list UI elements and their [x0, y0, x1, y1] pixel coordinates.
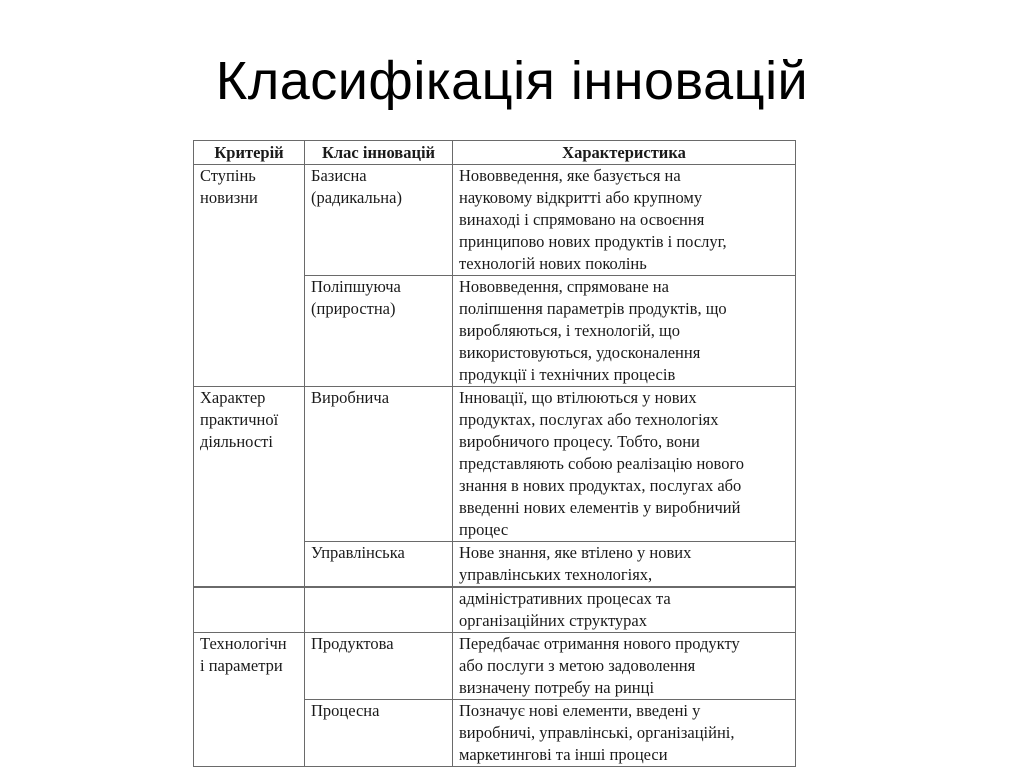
class-line: Поліпшуюча	[311, 277, 401, 296]
characteristic-line: управлінських технологіях,	[459, 565, 653, 584]
table-row	[194, 387, 796, 542]
class-line: Базисна	[311, 166, 367, 185]
characteristic-line: Нововведення, яке базується на	[459, 166, 681, 185]
characteristic-production	[453, 387, 796, 542]
characteristic-line: Передбачає отримання нового продукту	[459, 634, 740, 653]
characteristic-line: продуктах, послугах або технологіях	[459, 410, 719, 429]
characteristic-line: продукції і технічних процесів	[459, 365, 676, 384]
criterion-novelty	[194, 165, 305, 387]
class-line: Виробнича	[311, 388, 390, 407]
characteristic-line: Нове знання, яке втілено у нових	[459, 543, 692, 562]
characteristic-line: маркетингові та інші процеси	[459, 745, 668, 764]
class-line: (радикальна)	[311, 188, 402, 207]
characteristic-improving	[453, 276, 796, 387]
header-class: Клас інновацій	[305, 141, 453, 165]
table-row	[194, 633, 796, 700]
innovation-classification-table	[193, 140, 796, 587]
class-process	[305, 700, 453, 767]
class-line: Управлінська	[311, 543, 405, 562]
criterion-line: новизни	[200, 188, 258, 207]
table-header-row	[194, 141, 796, 165]
characteristic-line: винаході і спрямовано на освоєння	[459, 210, 705, 229]
characteristic-line: виробничі, управлінські, організаційні,	[459, 723, 735, 742]
criterion-line: Характер	[200, 388, 266, 407]
class-line: Продуктова	[311, 634, 394, 653]
characteristic-line: принципово нових продуктів і послуг,	[459, 232, 727, 251]
characteristic-line: використовуються, удосконалення	[459, 343, 701, 362]
characteristic-line: представляють собою реалізацію нового	[459, 454, 745, 473]
characteristic-line: Нововведення, спрямоване на	[459, 277, 669, 296]
class-improving	[305, 276, 453, 387]
characteristic-line: технологій нових поколінь	[459, 254, 647, 273]
class-management	[305, 542, 453, 587]
criterion-practical	[194, 387, 305, 587]
characteristic-line: поліпшення параметрів продуктів, що	[459, 299, 727, 318]
characteristic-line: Позначує нові елементи, введені у	[459, 701, 701, 720]
empty-criterion-cell	[194, 588, 305, 633]
empty-class-cell	[305, 588, 453, 633]
criterion-line: і параметри	[200, 656, 283, 675]
characteristic-line: Інновації, що втілюються у нових	[459, 388, 697, 407]
characteristic-line: або послуги з метою задоволення	[459, 656, 696, 675]
header-characteristic: Характеристика	[453, 141, 796, 165]
characteristic-line: науковому відкритті або крупному	[459, 188, 703, 207]
characteristic-line: процес	[459, 520, 509, 539]
characteristic-line: введенні нових елементів у виробничий	[459, 498, 741, 517]
criterion-technological	[194, 633, 305, 767]
characteristic-line: визначену потребу на ринці	[459, 678, 655, 697]
characteristic-management-continued	[453, 588, 796, 633]
class-basic	[305, 165, 453, 276]
class-line: (приростна)	[311, 299, 396, 318]
criterion-line: практичної	[200, 410, 279, 429]
innovation-classification-table-continued	[193, 587, 796, 767]
criterion-line: Ступінь	[200, 166, 256, 185]
table-row	[194, 165, 796, 276]
class-product	[305, 633, 453, 700]
criterion-line: Технологічн	[200, 634, 287, 653]
slide-title: Класифікація інновацій	[215, 51, 809, 111]
characteristic-line: адміністративних процесах та	[459, 589, 671, 608]
characteristic-line: знання в нових продуктах, послугах або	[459, 476, 742, 495]
characteristic-line: організаційних структурах	[459, 611, 648, 630]
characteristic-product	[453, 633, 796, 700]
characteristic-line: виробляються, і технологій, що	[459, 321, 680, 340]
class-line: Процесна	[311, 701, 380, 720]
criterion-line: діяльності	[200, 432, 273, 451]
characteristic-basic	[453, 165, 796, 276]
characteristic-management	[453, 542, 796, 587]
class-production	[305, 387, 453, 542]
characteristic-line: виробничого процесу. Тобто, вони	[459, 432, 700, 451]
table-row	[194, 588, 796, 633]
header-criterion: Критерій	[194, 141, 305, 165]
characteristic-process	[453, 700, 796, 767]
